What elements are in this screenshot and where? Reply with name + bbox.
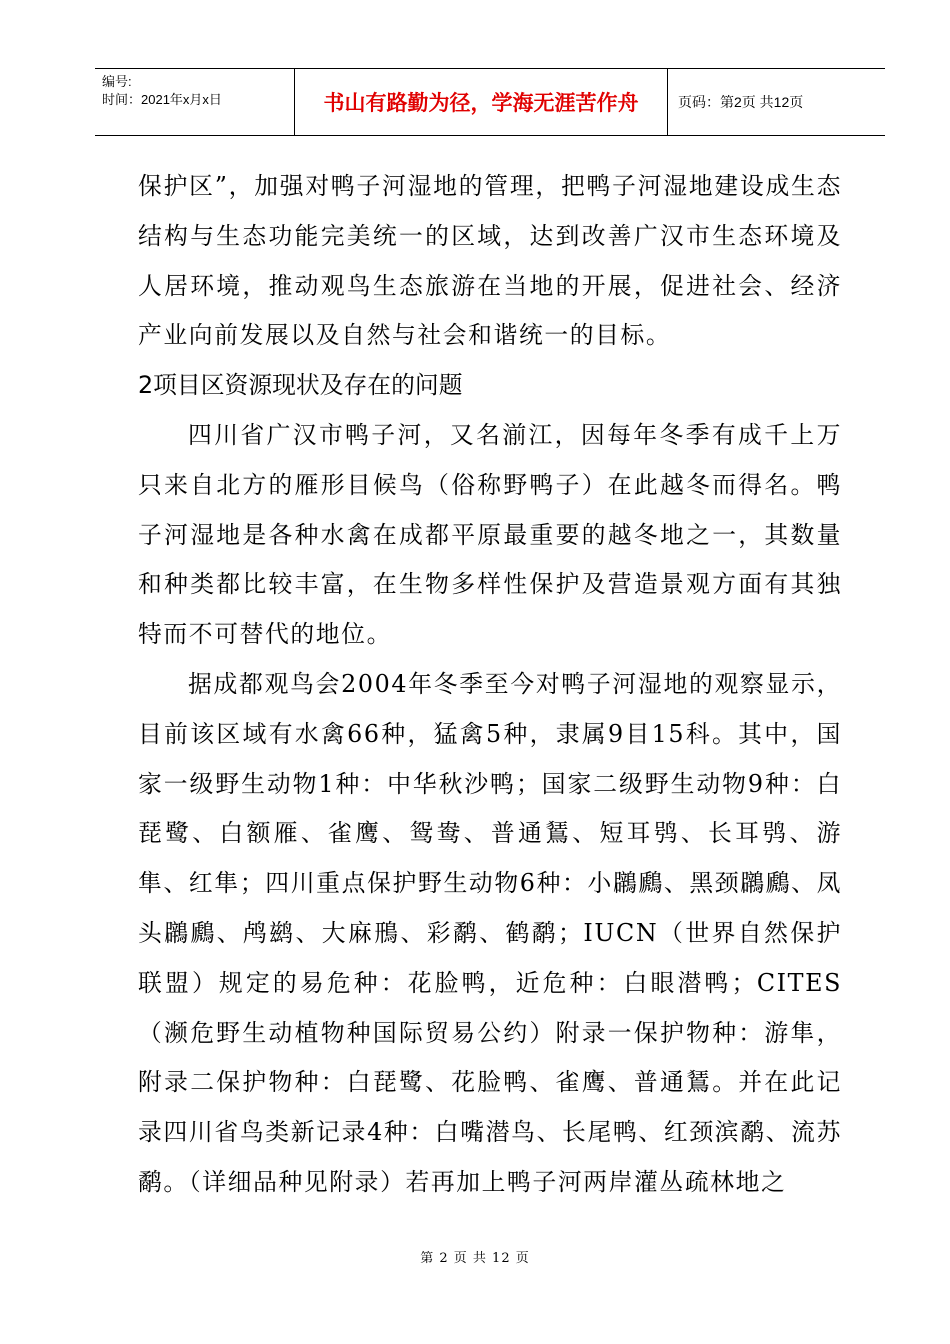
header-meta — [95, 69, 295, 135]
header-page-info: 页码：第2页 共12页 — [678, 94, 804, 110]
page-header — [95, 68, 885, 136]
page-footer: 第 2 页 共 12 页 — [420, 1251, 530, 1266]
document-body — [138, 162, 842, 1208]
document-number-label: 编号: — [102, 74, 132, 89]
document-time: 时间：2021年x月x日 — [102, 92, 222, 107]
paragraph-3: 据成都观鸟会2004年冬季至今对鸭子河湿地的观察显示，目前该区域有水禽66种，猛禽5种，隶属9目15科。其中，国家一级野生动物1种：中华秋沙鸭；国家二级野生动物9种：白琵鹭、白额雁、雀鹰、鸳鸯、普通鵟、短耳鸮、长耳鸮、游隼、红隼；四川重点保护野生动物6种：小鸊鷉、黑颈鸊鷉、凤头鸊鷉、鸬鹚、大麻鳽、彩鹬、鹤鹬；IUCN（世界自然保护联盟）规定的易危种：花脸鸭，近危种：白眼潜鸭；CITES（濒危野生动植物种国际贸易公约）附录一保护物种：游隼，附录二保护物种：白琵鹭、花脸鸭、雀鹰、普通鵟。并在此记录四川省鸟类新记录4种：白嘴潜鸟、长尾鸭、红颈滨鹬、流苏鹬。（详细品种见附录）若再加上鸭子河两岸灌丛疏林地之 — [138, 669, 842, 1196]
section-heading: 2项目区资源现状及存在的问题 — [138, 371, 463, 400]
header-motto: 书山有路勤为径，学海无涯苦作舟 — [295, 69, 668, 135]
paragraph-1: 保护区”，加强对鸭子河湿地的管理，把鸭子河湿地建设成生态结构与生态功能完美统一的区域，达到改善广汉市生态环境及人居环境，推动观鸟生态旅游在当地的开展，促进社会、经济产业向前发展以及自然与社会和谐统一的目标。 — [138, 172, 842, 350]
paragraph-2: 四川省广汉市鸭子河，又名湔江，因每年冬季有成千上万只来自北方的雁形目候鸟（俗称野鸭子）在此越冬而得名。鸭子河湿地是各种水禽在成都平原最重要的越冬地之一，其数量和种类都比较丰富，在生物多样性保护及营造景观方面有其独特而不可替代的地位。 — [138, 420, 842, 649]
